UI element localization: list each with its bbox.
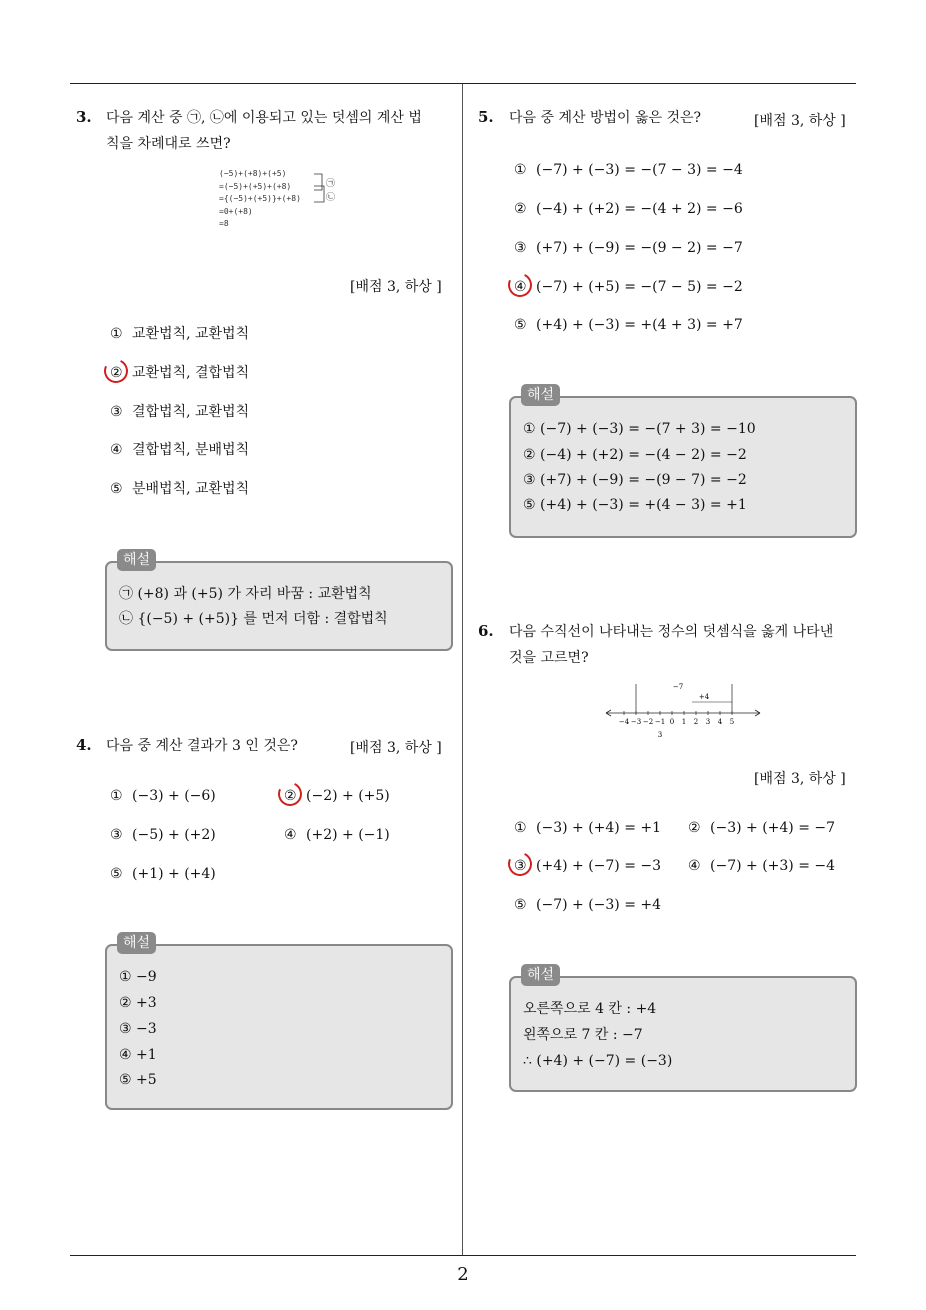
q6-option-5[interactable] [514,894,661,916]
option-number: ① [514,820,527,836]
option-text: (−7) + (−3) = −(7 − 3) = −4 [536,162,743,178]
option-number: ② [110,365,123,381]
solution-line: ⑤ (+4) + (−3) = +(4 − 3) = +1 [523,497,747,513]
solution-label: 해설 [117,549,156,571]
option-number: ④ [110,442,123,458]
solution-line: ㉠ (+8) 과 (+5) 가 자리 바꿈 : 교환법칙 [119,586,372,602]
option-text: (−2) + (+5) [306,788,390,804]
option-number: ③ [110,827,123,843]
q3-mark-2: ㉡ [326,193,336,203]
q3-option-4[interactable] [110,439,249,461]
q6-option-1[interactable] [514,817,661,839]
option-number: ② [688,820,701,836]
q3-work [219,168,301,231]
option-number: ⑤ [514,317,527,333]
number-line-tick-label: 4 [717,718,723,726]
q3-work-line: =(−5)+(+5)+(+8) [219,181,292,191]
number-line-tick-label: 0 [669,718,675,726]
option-number: ③ [514,240,527,256]
q6-option-2[interactable] [688,817,835,839]
q5-points: [배점 3, 하상 ] [754,113,846,129]
answer-circle-mark [505,270,536,301]
option-text: 교환법칙, 교환법칙 [132,326,250,342]
option-text: 결합법칙, 교환법칙 [132,404,250,420]
q3-work-line: ={(−5)+(+5)}+(+8) [219,194,301,203]
q3-option-2[interactable] [110,362,249,384]
q4-option-4[interactable] [284,824,390,846]
q4-option-3[interactable] [110,824,216,846]
q3-mark-1: ㉠ [326,179,336,189]
option-text: (−5) + (+2) [132,827,216,843]
option-text: 분배법칙, 교환법칙 [132,481,250,497]
bottom-rule [70,1255,856,1256]
q5-option-2[interactable] [514,198,743,220]
option-text: (−3) + (+4) = +1 [536,820,662,836]
option-number: ④ [284,827,297,843]
q4-option-1[interactable] [110,785,216,807]
option-text: (−4) + (+2) = −(4 + 2) = −6 [536,201,743,217]
q4-option-5[interactable] [110,863,216,885]
option-text: (+4) + (−3) = +(4 + 3) = +7 [536,317,743,333]
solution-line: ① −9 [119,969,157,985]
solution-label: 해설 [521,964,560,986]
q5-solution-box [509,387,857,538]
q4-text: 다음 중 계산 결과가 3 인 것은? [106,738,298,754]
option-number: ⑤ [514,897,527,913]
option-number: ① [514,162,527,178]
q5-option-5[interactable] [514,314,743,336]
solution-line: 오른쪽으로 4 칸 : +4 [523,1001,657,1017]
plus4-label: +4 [698,693,710,701]
option-number: ② [284,788,297,804]
number-line-tick-label: −4 [618,718,630,726]
q3-option-1[interactable] [110,323,249,345]
solution-label: 해설 [521,384,560,406]
q6-points: [배점 3, 하상 ] [754,771,846,787]
option-text: (+7) + (−9) = −(9 − 2) = −7 [536,240,743,256]
q3-work-line: (−5)+(+8)+(+5) [219,169,287,178]
minus7-label: −7 [672,683,684,691]
q6-option-4[interactable] [688,855,835,877]
q5-text: 다음 중 계산 방법이 옳은 것은? [509,110,702,126]
option-number: ⑤ [110,866,123,882]
number-line-tick-label: −2 [642,718,654,726]
solution-line: 왼쪽으로 7 칸 : −7 [523,1027,643,1043]
solution-line: ② (−4) + (+2) = −(4 − 2) = −2 [523,447,747,463]
q4-solution-box [105,935,453,1110]
q3-number: 3. [76,108,92,126]
answer-circle-mark [505,849,536,880]
below-label: 3 [657,731,663,739]
option-text: (−3) + (−6) [132,788,216,804]
q5-number: 5. [478,108,494,126]
solution-line: ⑤ +5 [119,1072,157,1088]
solution-line: ③ (+7) + (−9) = −(9 − 7) = −2 [523,472,747,488]
solution-label: 해설 [117,932,156,954]
option-text: (+2) + (−1) [306,827,390,843]
option-number: ② [514,201,527,217]
number-line-tick-label: 5 [729,718,735,726]
option-text: (−3) + (+4) = −7 [710,820,836,836]
q6-solution-box [509,967,857,1092]
option-number: ① [110,326,123,342]
option-text: (−7) + (−3) = +4 [536,897,662,913]
number-line-tick-label: 2 [693,718,699,726]
top-rule [70,83,856,84]
q5-option-3[interactable] [514,237,743,259]
number-line-tick-label: 1 [681,718,687,726]
q6-number-line [602,680,764,742]
q5-option-1[interactable] [514,159,743,181]
number-line-tick-label: 3 [705,718,711,726]
q6-text-line1: 다음 수직선이 나타내는 정수의 덧셈식을 옳게 나타낸 [509,624,834,640]
option-number: ③ [110,404,123,420]
solution-line: ∴ (+4) + (−7) = (−3) [523,1053,673,1069]
option-text: (+1) + (+4) [132,866,216,882]
option-text: (+4) + (−7) = −3 [536,858,662,874]
number-line-tick-label: −1 [654,718,666,726]
solution-line: ① (−7) + (−3) = −(7 + 3) = −10 [523,421,756,437]
q3-option-3[interactable] [110,401,249,423]
q6-text-line2: 것을 고르면? [509,650,589,666]
option-number: ④ [688,858,701,874]
q3-points: [배점 3, 하상 ] [350,279,442,295]
q3-work-line: =0+(+8) [219,206,253,216]
solution-line: ④ +1 [119,1047,157,1063]
option-text: (−7) + (+3) = −4 [710,858,836,874]
solution-line: ③ −3 [119,1021,157,1037]
solution-line: ② +3 [119,995,157,1011]
option-text: 교환법칙, 결합법칙 [132,365,250,381]
solution-line: ㉡ {(−5) + (+5)} 를 먼저 더함 : 결합법칙 [119,611,388,627]
answer-circle-mark [275,779,306,810]
q6-number: 6. [478,622,494,640]
q3-work-line: =8 [219,219,229,228]
q3-solution-box [105,552,453,651]
column-divider [462,84,463,1255]
q3-option-5[interactable] [110,478,249,500]
q6-option-3[interactable] [514,855,661,877]
q5-option-4[interactable] [514,276,743,298]
page-number: 2 [457,1264,469,1285]
number-line-tick-label: −3 [630,718,642,726]
option-text: (−7) + (+5) = −(7 − 5) = −2 [536,279,743,295]
answer-circle-mark [101,356,132,387]
option-text: 결합법칙, 분배법칙 [132,442,250,458]
q4-points: [배점 3, 하상 ] [350,740,442,756]
option-number: ④ [514,279,527,295]
option-number: ① [110,788,123,804]
q3-text-line1: 다음 계산 중 ㉠, ㉡에 이용되고 있는 덧셈의 계산 법 [106,110,422,126]
q4-option-2[interactable] [284,785,390,807]
option-number: ③ [514,858,527,874]
option-number: ⑤ [110,481,123,497]
q3-text-line2: 칙을 차례대로 쓰면? [106,136,231,152]
q4-number: 4. [76,736,92,754]
